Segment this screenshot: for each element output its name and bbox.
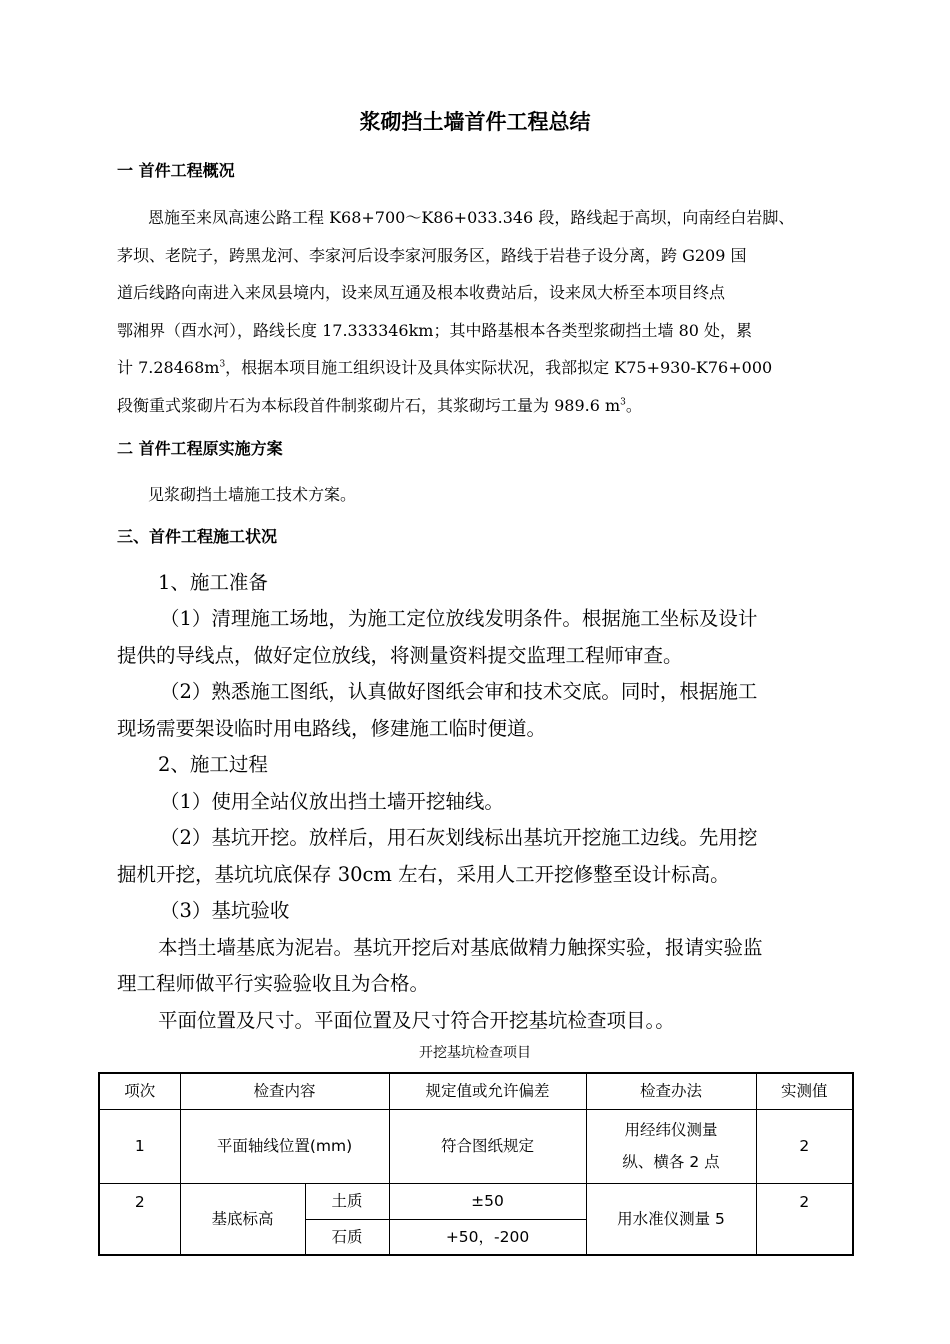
superscript-3: 3 bbox=[620, 397, 626, 408]
section-3-line-2: （1）清理施工场地，为施工定位放线发明条件。根据施工坐标及设计 bbox=[160, 607, 758, 630]
section-3-line-11: 本挡土墙基底为泥岩。基坑开挖后对基底做精力触探实验，报请实验监 bbox=[158, 936, 763, 959]
table-row bbox=[99, 1109, 853, 1183]
header-method: 检查办法 bbox=[586, 1073, 756, 1109]
section-3-line-8: （2）基坑开挖。放样后，用石灰划线标出基坑开挖施工边线。先用挖 bbox=[160, 826, 758, 849]
section-1-line-5 bbox=[117, 355, 772, 378]
row-2-no: 2 bbox=[99, 1183, 180, 1255]
section-2-body: 见浆砌挡土墙施工技术方案。 bbox=[148, 485, 357, 504]
section-3-line-1: 1、施工准备 bbox=[158, 571, 268, 594]
section-3-line-4: （2）熟悉施工图纸，认真做好图纸会审和技术交底。同时，根据施工 bbox=[160, 680, 758, 703]
section-3-line-6: 2、施工过程 bbox=[158, 753, 268, 776]
row-2-spec-1: ±50 bbox=[389, 1183, 586, 1219]
row-1-method-line-2: 纵、横各 2 点 bbox=[622, 1153, 720, 1171]
section-1-heading: 一 首件工程概况 bbox=[117, 161, 235, 180]
section-1-line-3: 道后线路向南进入来凤县境内，设来凤互通及根本收费站后，设来凤大桥至本项目终点 bbox=[117, 283, 726, 302]
section-3-heading: 三、首件工程施工状况 bbox=[117, 527, 278, 546]
header-spec: 规定值或允许偏差 bbox=[389, 1073, 586, 1109]
section-3-line-3: 提供的导线点，做好定位放线，将测量资料提交监理工程师审查。 bbox=[117, 644, 683, 667]
table-header-row bbox=[99, 1073, 853, 1109]
inspection-table bbox=[98, 1072, 854, 1256]
row-2-spec-2: +50，-200 bbox=[389, 1219, 586, 1255]
row-1-value: 2 bbox=[756, 1109, 853, 1183]
header-value: 实测值 bbox=[756, 1073, 853, 1109]
row-1-no: 1 bbox=[99, 1109, 180, 1183]
row-1-method bbox=[586, 1109, 756, 1183]
section-2-heading: 二 首件工程原实施方案 bbox=[117, 439, 283, 458]
row-2-sub-2: 石质 bbox=[305, 1219, 389, 1255]
section-3-line-13: 平面位置及尺寸。平面位置及尺寸符合开挖基坑检查项目。。 bbox=[158, 1009, 675, 1032]
section-1-line-1: 恩施至来凤高速公路工程 K68+700～K86+033.346 段，路线起于高坝，向南经白岩脚、 bbox=[148, 208, 795, 227]
row-1-method-line-1: 用经纬仪测量 bbox=[624, 1121, 718, 1139]
row-2-method: 用水准仪测量 5 bbox=[586, 1183, 756, 1255]
section-3-line-10: （3）基坑验收 bbox=[160, 899, 290, 922]
header-item-no: 项次 bbox=[99, 1073, 180, 1109]
row-1-spec: 符合图纸规定 bbox=[389, 1109, 586, 1183]
line-5-text-b: ，根据本项目施工组织设计及具体实际状况，我部拟定 K75+930-K76+000 bbox=[225, 358, 773, 377]
row-1-item: 平面轴线位置(mm) bbox=[180, 1109, 389, 1183]
section-1-line-6 bbox=[117, 393, 642, 416]
section-3-line-9: 掘机开挖，基坑坑底保存 30cm 左右，采用人工开挖修整至设计标高。 bbox=[117, 863, 730, 886]
section-1-line-2: 茅坝、老院子，跨黑龙河、李家河后设李家河服务区，路线于岩巷子设分离，跨 G209 国 bbox=[117, 246, 747, 265]
row-2-value: 2 bbox=[756, 1183, 853, 1255]
superscript-3: 3 bbox=[219, 359, 226, 370]
table-caption: 开挖基坑检查项目 bbox=[419, 1045, 531, 1061]
header-check-content: 检查内容 bbox=[180, 1073, 389, 1109]
section-3-line-5: 现场需要架设临时用电路线，修建施工临时便道。 bbox=[117, 717, 547, 740]
section-3-line-12: 理工程师做平行实验验收且为合格。 bbox=[117, 972, 430, 995]
table-row bbox=[99, 1183, 853, 1219]
document-title: 浆砌挡土墙首件工程总结 bbox=[359, 110, 591, 134]
line-6-text-b: 。 bbox=[625, 396, 642, 415]
section-1-line-4: 鄂湘界（酉水河），路线长度 17.333346km；其中路基根本各类型浆砌挡土墙 80 处，累 bbox=[117, 321, 753, 340]
line-6-text-a: 段衡重式浆砌片石为本标段首件制浆砌片石，其浆砌圬工量为 989.6 m bbox=[117, 396, 621, 415]
line-5-text-a: 计 7.28468m bbox=[117, 358, 220, 377]
row-2-sub-1: 土质 bbox=[305, 1183, 389, 1219]
row-2-item: 基底标高 bbox=[180, 1183, 305, 1255]
section-3-line-7: （1）使用全站仪放出挡土墙开挖轴线。 bbox=[160, 790, 504, 813]
